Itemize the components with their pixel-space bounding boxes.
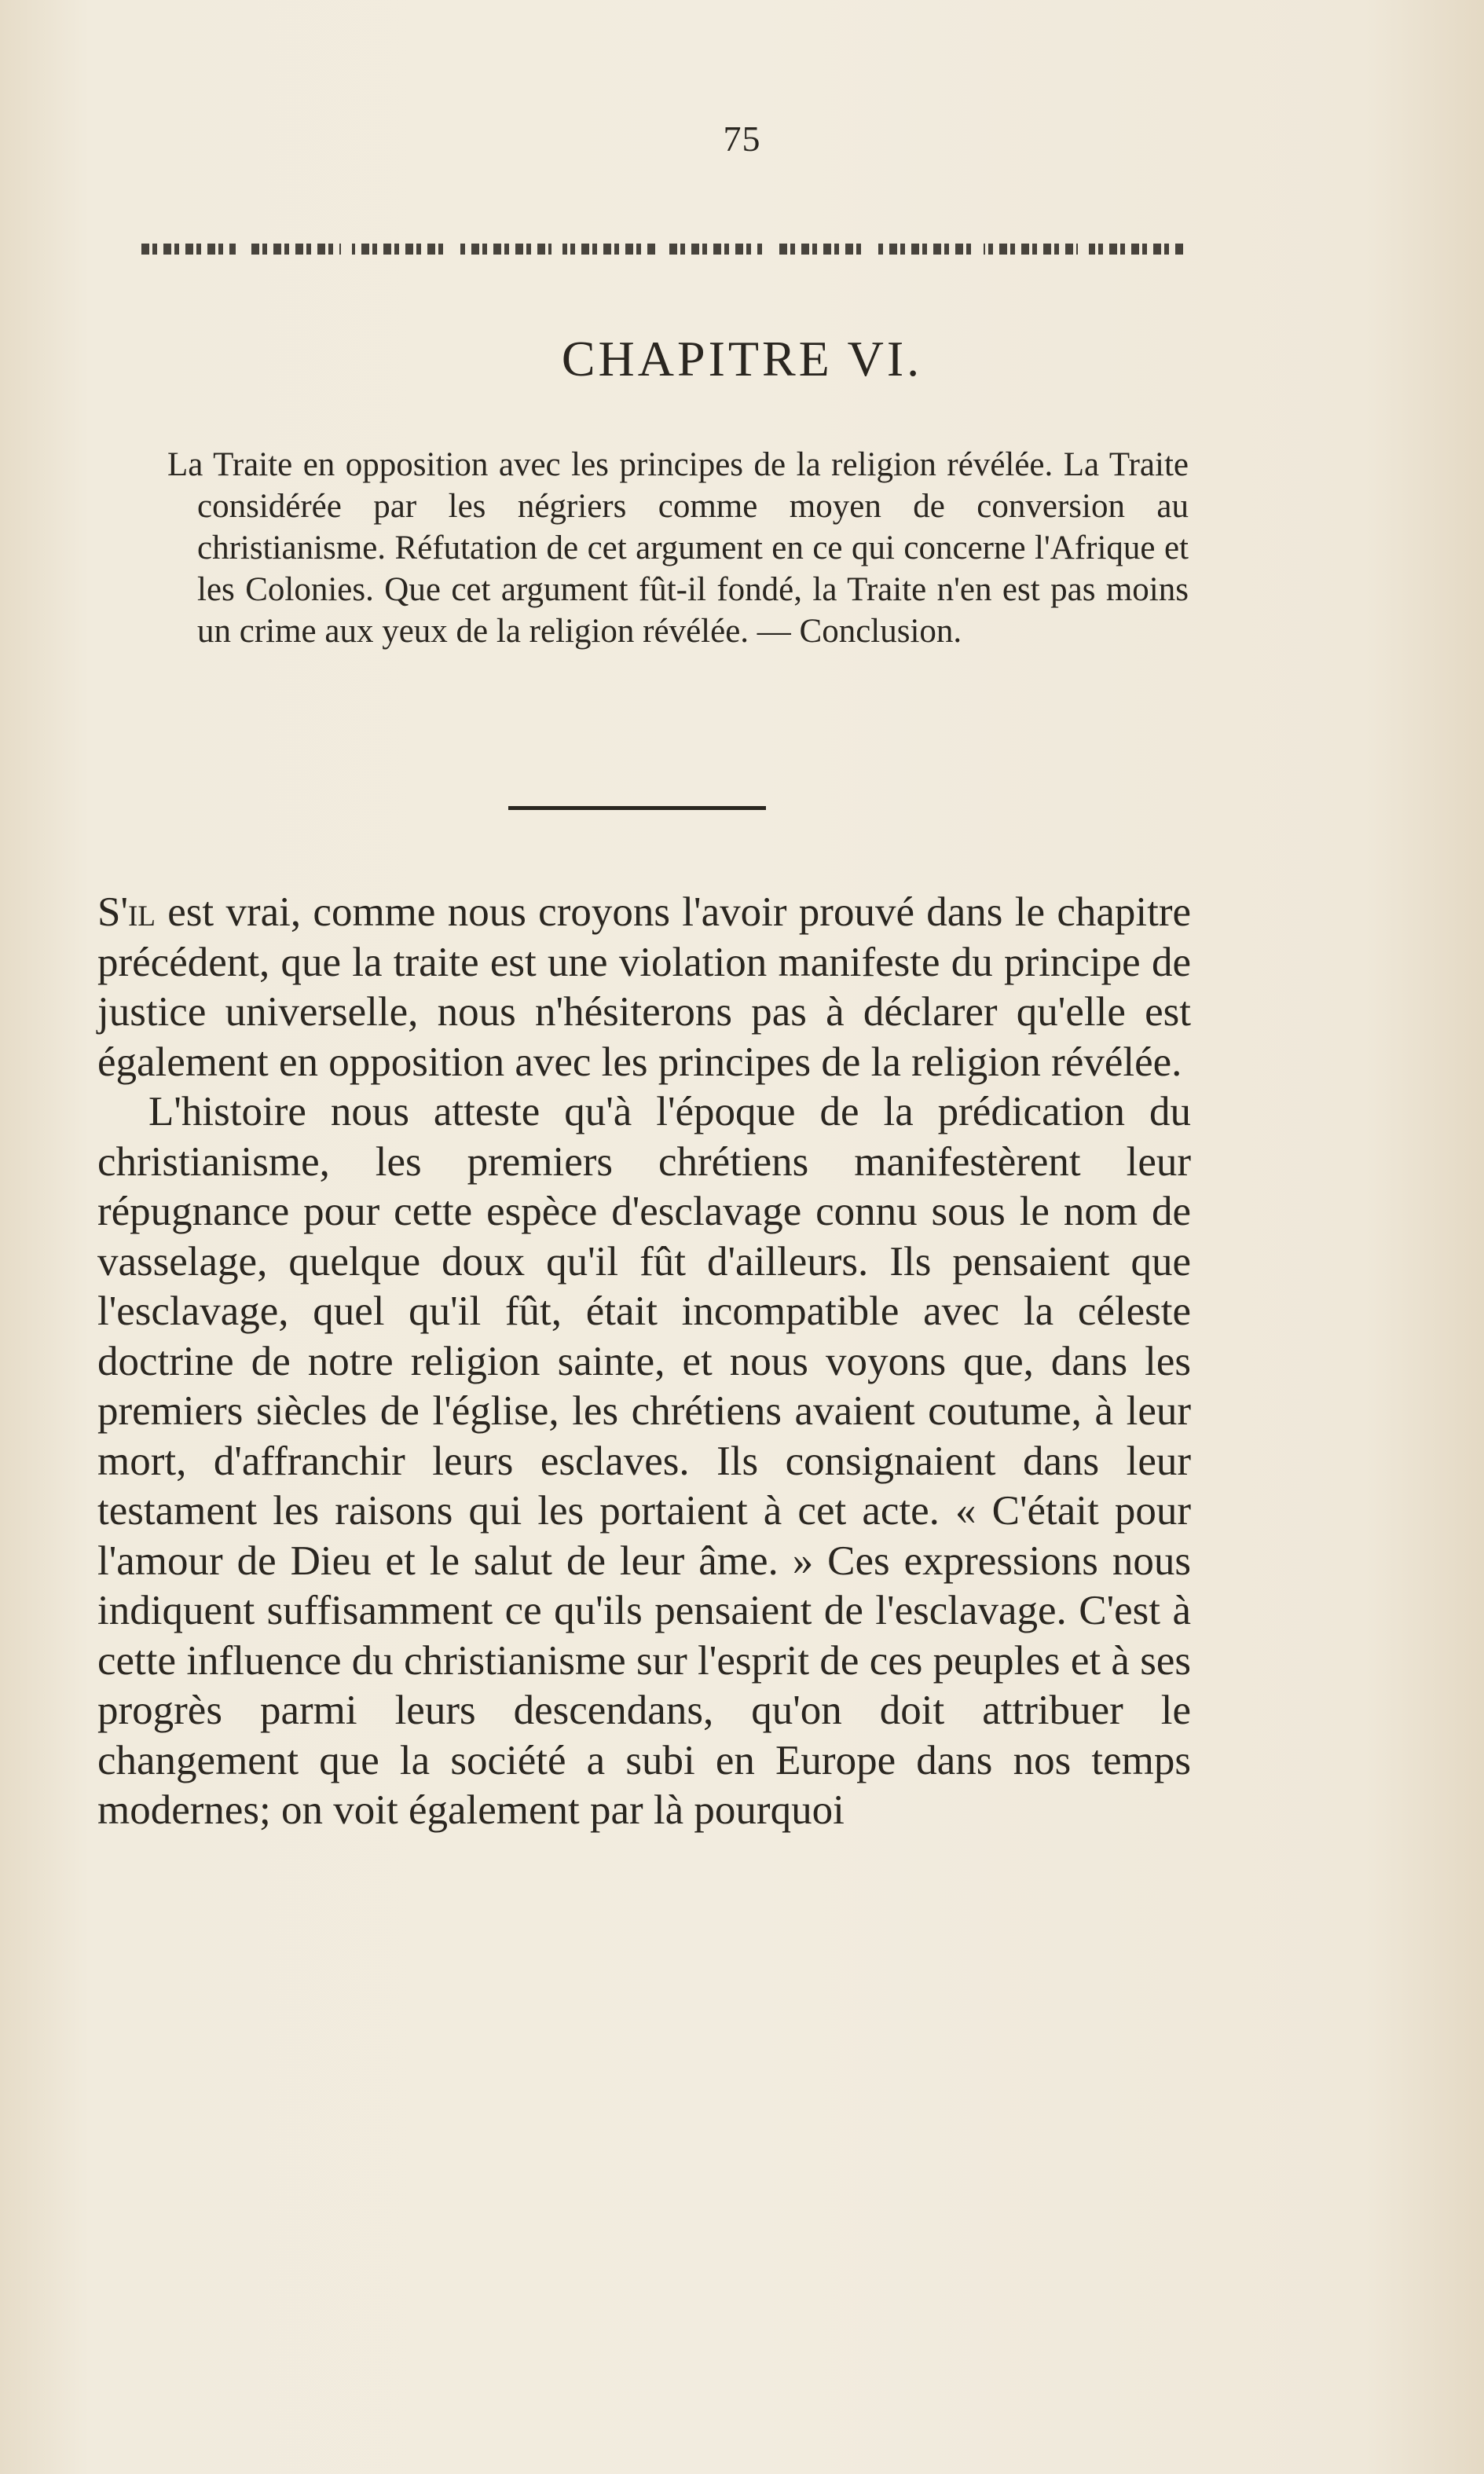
- chapter-summary-text: La Traite en opposition avec les principes de la religion révélée. La Traite considérée par les négriers comme moyen de conversion au christianisme. Réfutation de cet argument en ce qui concerne l'Afrique et les Colonies. Que cet argument fût-il fondé, la Traite n'en est pas moins un crime aux yeux de la religion révélée. — Conclusion.: [167, 446, 1189, 650]
- paragraph-1-text: est vrai, comme nous croyons l'avoir prouvé dans le chapitre précédent, que la traite est une violation manifeste du principe de justice universelle, nous n'hésiterons pas à déclarer qu'elle est également en opposition avec les principes de la religion révélée.: [97, 889, 1191, 1085]
- paragraph-1: [97, 888, 1191, 1087]
- section-divider: [508, 806, 766, 810]
- paragraph-2: L'histoire nous atteste qu'à l'époque de la prédication du christianisme, les premiers chrétiens manifestèrent leur répugnance pour cette espèce d'esclavage connu sous le nom de vasselage, quelque doux qu'il fût d'ailleurs. Ils pensaient que l'esclavage, quel qu'il fût, était incompatible avec la céleste doctrine de notre religion sainte, et nous voyons que, dans les premiers siècles de l'église, les chrétiens avaient coutume, à leur mort, d'affranchir leurs esclaves. Ils consignaient dans leur testament les raisons qui les portaient à cet acte. « C'était pour l'amour de Dieu et le salut de leur âme. » Ces expressions nous indiquent suffisamment ce qu'ils pensaient de l'esclavage. C'est à cette influence du christianisme sur l'esprit de ces peuples et à ses progrès parmi leurs descendans, qu'on doit attribuer le changement que la société a subi en Europe dans nos temps modernes; on voit également par là pourquoi: [97, 1089, 1191, 1833]
- paragraph-dropcap: S'il: [97, 889, 156, 935]
- chapter-title: CHAPITRE VI.: [561, 331, 923, 387]
- chapter-summary: [167, 444, 1189, 652]
- body-text: [97, 888, 1191, 1836]
- page-number: 75: [723, 119, 761, 159]
- decorative-ornament-rule: [141, 244, 1186, 255]
